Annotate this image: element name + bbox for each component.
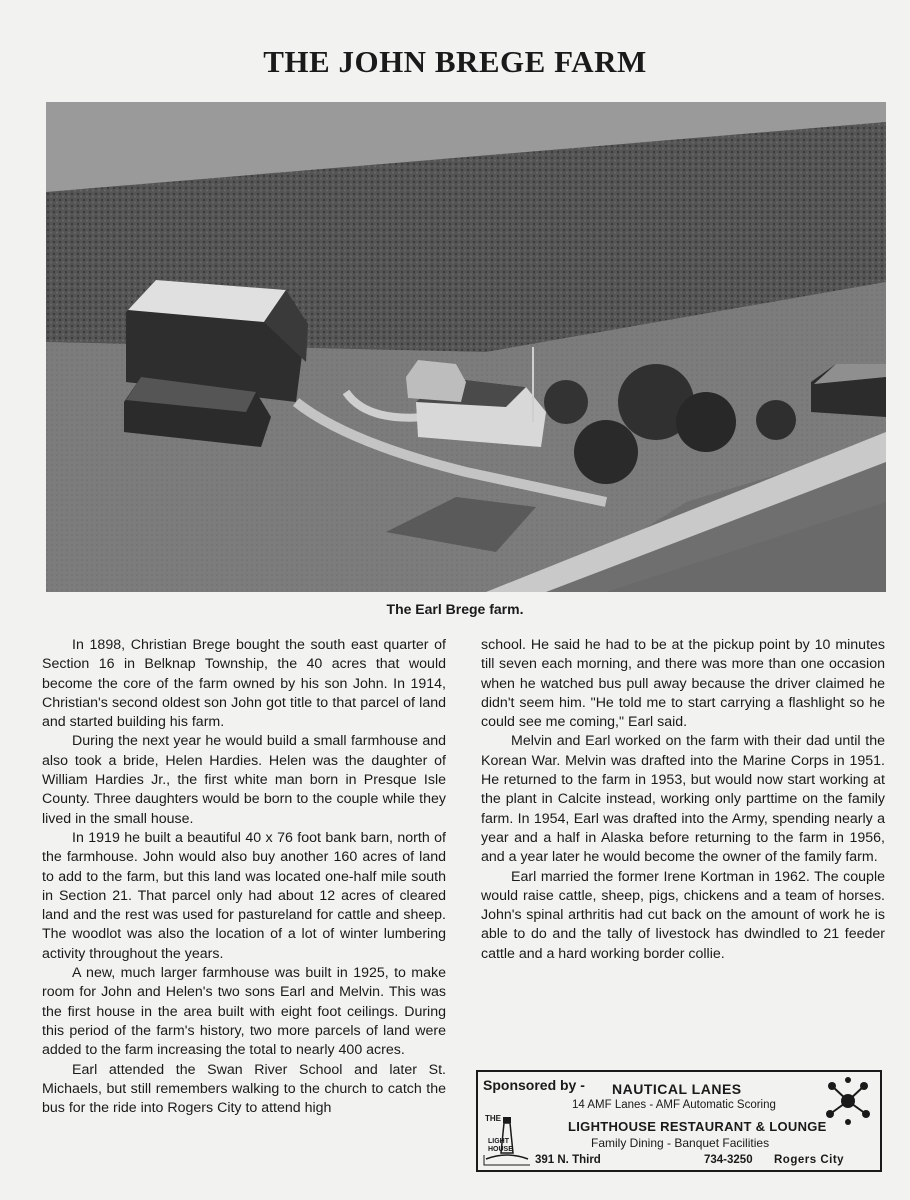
sponsor-ad-box (476, 1070, 882, 1172)
sponsor-name-nautical-lanes: NAUTICAL LANES (612, 1081, 742, 1097)
paragraph: During the next year he would build a small farmhouse and also took a bride, Helen Hardies. Helen was the daughter of William Hardies Jr., the first white man born in Presque Isle County. Three daughters would be born to the couple while they lived in the small house. (42, 733, 446, 827)
page-title: THE JOHN BREGE FARM (263, 44, 647, 79)
sponsor-city: Rogers City (774, 1154, 845, 1166)
paragraph: In 1898, Christian Brege bought the south east quarter of Section 16 in Belknap Township, the 40 acres that would become the core of the farm owned by his son John. In 1914, Christian's second oldest son John got title to that parcel of land and started building his farm. (42, 637, 446, 731)
sponsor-name-lighthouse: LIGHTHOUSE RESTAURANT & LOUNGE (568, 1119, 827, 1134)
paragraph: Earl married the former Irene Kortman in 1962. The couple would raise cattle, sheep, pigs, chickens and a team of horses. John's spinal arthritis had cut back on the amount of work he is able to do and the tally of livestock has dwindled to 21 feeder cattle and a hard working border collie. (481, 868, 885, 962)
sponsor-address: 391 N. Third (535, 1154, 601, 1166)
photo-caption: The Earl Brege farm. (386, 601, 524, 617)
farm-aerial-photo (46, 102, 886, 592)
sponsor-phone: 734-3250 (704, 1154, 753, 1166)
article-left-column (42, 636, 446, 1118)
paragraph: Melvin and Earl worked on the farm with their dad until the Korean War. Melvin was drafted into the Marine Corps in 1951. He returned to the farm in 1953, but would now start working at the plant in Calcite instead, working only parttime on the family farm. In 1954, Earl was drafted into the Army, spending nearly a year and a half in Alaska before returning to the farm in 1956, and a year later he would become the owner of the family farm. (481, 733, 885, 866)
sponsor-heading: Sponsored by - (483, 1077, 585, 1093)
paragraph: A new, much larger farmhouse was built in 1925, to make room for John and Helen's two sons Earl and Melvin. This was the first house in the area built with eight foot ceilings. During this period of the farm's history, two more parcels of land were added to the farm increasing the total to nearly 400 acres. (42, 965, 446, 1059)
paragraph: Earl attended the Swan River School and later St. Michaels, but still remembers walking to the church to catch the bus for the ride into Rogers City to attend high (42, 1061, 446, 1117)
bowling-pins-logo-icon (820, 1076, 876, 1126)
farm-aerial-photo-icon (46, 102, 886, 592)
paragraph: school. He said he had to be at the pickup point by 10 minutes till seven each morning, and there was more than one occasion when he watched bus pull away because the driver claimed he didn't seem him. "He told me to start carrying a flashlight so he could see me coming," Earl said. (481, 637, 885, 731)
sponsor-description-2: Family Dining - Banquet Facilities (591, 1136, 770, 1150)
logo-text-light: LIGHT (488, 1138, 509, 1145)
article-right-column (481, 636, 885, 964)
logo-text-house: HOUSE (488, 1146, 513, 1153)
sponsor-description-1: 14 AMF Lanes - AMF Automatic Scoring (572, 1099, 776, 1111)
paragraph: In 1919 he built a beautiful 40 x 76 foot bank barn, north of the farmhouse. John would also buy another 160 acres of land to add to the farm, but this land was located one-half mile south in Section 21. That parcel only had about 12 acres of cleared land and the rest was used for pastureland for cattle and sheep. The woodlot was also the location of a lot of winter lumbering activity throughout the years. (42, 829, 446, 962)
logo-text-the: THE (485, 1114, 501, 1123)
